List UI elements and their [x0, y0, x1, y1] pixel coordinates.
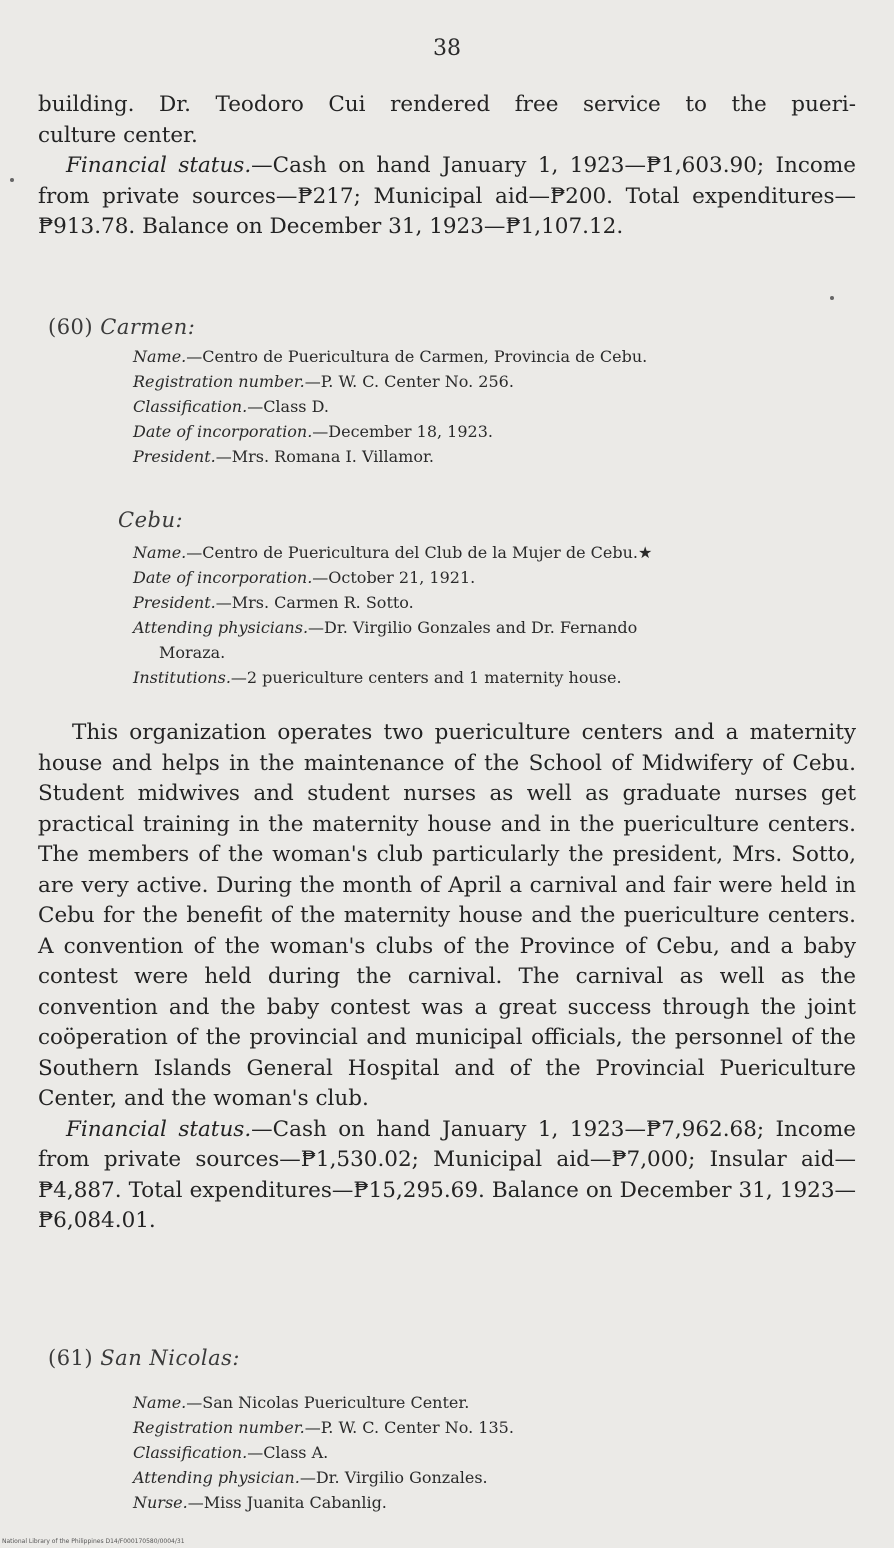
cebu-details — [133, 540, 855, 690]
cebu-financial-status — [38, 1115, 856, 1237]
san-nicolas-nurse: Nurse.—Miss Juanita Cabanlig. — [133, 1493, 387, 1512]
intro-line-1: building. Dr. Teodoro Cui rendered free service to the pueri- — [38, 92, 856, 117]
section-title: Cebu: — [118, 508, 184, 532]
intro-line-2: culture center. — [38, 122, 198, 148]
san-nicolas-registration: Registration number.—P. W. C. Center No. 135. — [133, 1418, 514, 1437]
financial-status-text: —Cash on hand January 1, 1923—₱1,603.90; Income from private sources—₱217; Municipal aid—₱200. Total expenditures—₱913.78. Balance on December 31, 1923—₱1,107.12. — [38, 153, 856, 239]
financial-status-label: Financial status. — [66, 1116, 252, 1142]
footer-watermark: National Library of the Philippines D14/F000170580/0004/31 — [2, 1538, 185, 1545]
section-heading-san-nicolas — [48, 1346, 240, 1370]
financial-status-text: —Cash on hand January 1, 1923—₱7,962.68; Income from private sources—₱1,530.02; Municipal aid—₱7,000; Insular aid—₱4,887. Total expenditures—₱15,295.69. Balance on December 31, 1923—₱6,084.01. — [38, 1116, 856, 1233]
section-number: (61) — [48, 1346, 94, 1370]
carmen-registration: Registration number.—P. W. C. Center No. 256. — [133, 372, 514, 391]
page-number: 38 — [433, 36, 461, 61]
section-heading-cebu — [118, 508, 183, 532]
carmen-president: President.—Mrs. Romana I. Villamor. — [133, 447, 434, 466]
scan-speck — [10, 178, 14, 182]
carmen-date: Date of incorporation.—December 18, 1923. — [133, 422, 493, 441]
cebu-institutions: Institutions.—2 puericulture centers and 1 maternity house. — [133, 668, 622, 687]
financial-status-label: Financial status. — [66, 153, 252, 178]
cebu-physicians: Attending physicians.—Dr. Virgilio Gonzales and Dr. Fernando — [133, 618, 638, 637]
cebu-physicians-cont: Moraza. — [159, 643, 226, 662]
cebu-date: Date of incorporation.—October 21, 1921. — [133, 568, 476, 587]
cebu-description-paragraph — [38, 718, 856, 1237]
scan-speck — [830, 296, 834, 300]
san-nicolas-name: Name.—San Nicolas Puericulture Center. — [133, 1393, 470, 1412]
cebu-description: This organization operates two puericulture centers and a maternity house and helps in the maintenance of the School of Midwifery of Cebu. Student midwives and student nurses as well as graduate nurses get practical training in the maternity house and in the puericulture centers. The members of the woman's club particularly the president, Mrs. Sotto, are very active. During the month of April a carnival and fair were held in Cebu for the benefit of the maternity house and the puericulture centers. A convention of the woman's clubs of the Province of Cebu, and a baby contest were held during the carnival. The carnival as well as the convention and the baby contest was a great success through the joint coöperation of the provincial and municipal officials, the personnel of the Southern Islands General Hospital and of the Provincial Puericulture Center, and the woman's club. — [38, 720, 856, 1111]
san-nicolas-physician: Attending physician.—Dr. Virgilio Gonzales. — [133, 1468, 488, 1487]
intro-paragraph — [38, 90, 856, 243]
section-title: San Nicolas: — [100, 1346, 240, 1370]
carmen-name: Name.—Centro de Puericultura de Carmen, Provincia de Cebu. — [133, 347, 648, 366]
cebu-name: Name.—Centro de Puericultura del Club de la Mujer de Cebu.★ — [133, 543, 653, 562]
section-heading-carmen — [48, 315, 195, 339]
carmen-classification: Classification.—Class D. — [133, 397, 329, 416]
carmen-details — [133, 344, 855, 469]
cebu-president: President.—Mrs. Carmen R. Sotto. — [133, 593, 414, 612]
section-number: (60) — [48, 315, 94, 339]
section-title: Carmen: — [100, 315, 196, 339]
san-nicolas-classification: Classification.—Class A. — [133, 1443, 329, 1462]
san-nicolas-details — [133, 1390, 855, 1515]
intro-financial-status — [38, 151, 856, 243]
